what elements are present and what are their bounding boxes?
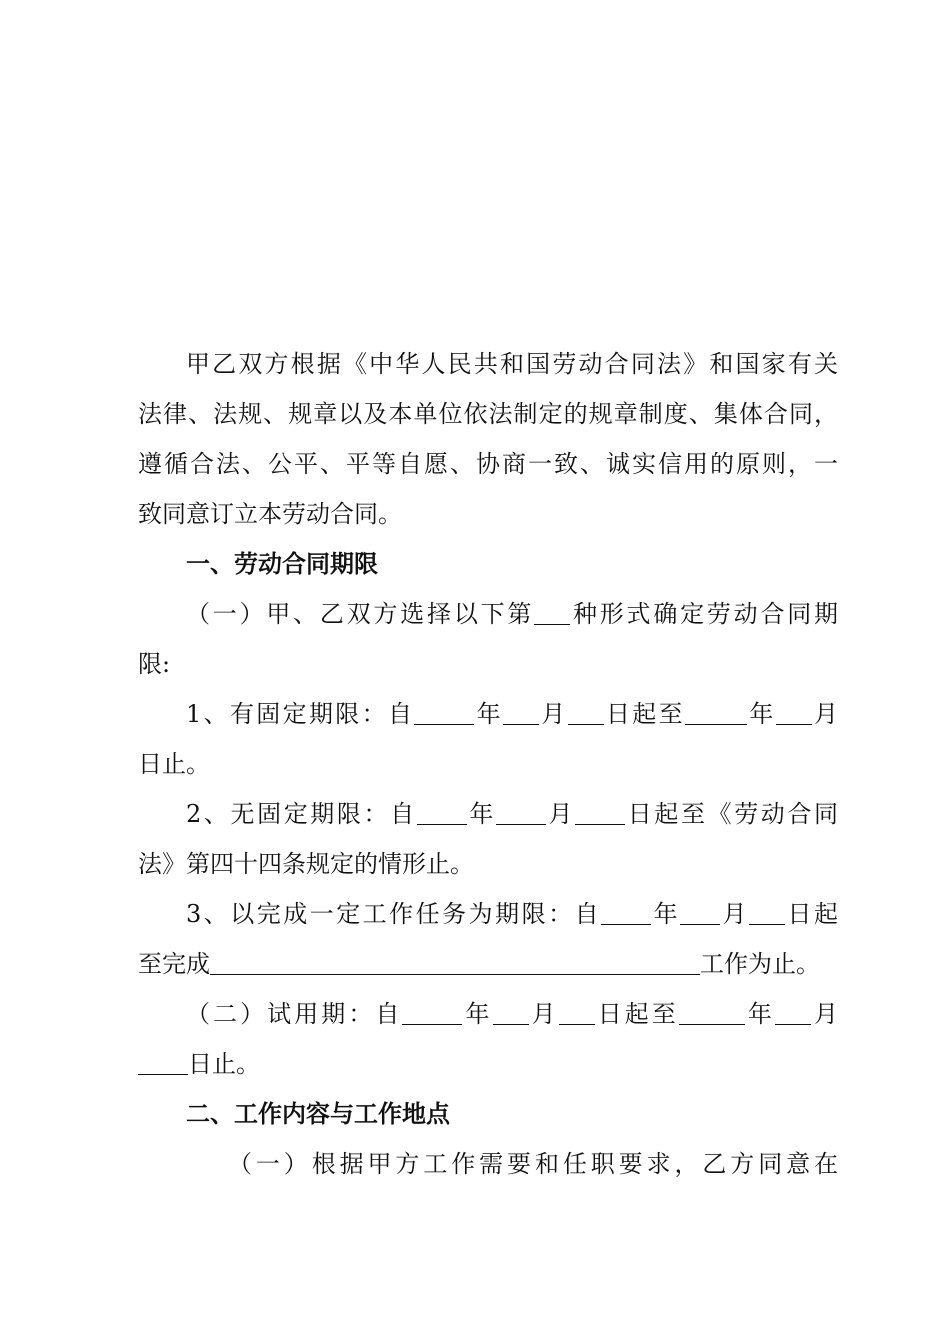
clause-1-text-b: 种形式确定劳动合同期 [570, 600, 839, 628]
clause-1-text-a: （一）甲、乙双方选择以下第 [186, 600, 535, 628]
item-2-day-from: 日起至《劳动合同 [625, 800, 839, 828]
section-1-heading: 一、劳动合同期限 [186, 550, 378, 578]
item-1-line [186, 694, 838, 734]
blank-start-day [749, 898, 785, 925]
blank-end-year [685, 698, 747, 725]
blank-start-month [496, 798, 546, 825]
section-1-clause-1 [186, 594, 838, 634]
item-1-month2: 月 [811, 700, 838, 728]
blank-task-description [210, 948, 700, 975]
item-2-year: 年 [466, 800, 496, 828]
blank-end-year [679, 998, 745, 1025]
blank-start-day [559, 998, 595, 1025]
clause-2-year2: 年 [744, 1000, 775, 1028]
blank-form-number [534, 598, 570, 625]
item-1-year: 年 [474, 700, 503, 728]
item-3-line-cont [138, 944, 838, 984]
blank-end-day [138, 1048, 188, 1075]
blank-start-year [414, 698, 474, 725]
item-3-text-b: 至完成 [138, 950, 210, 978]
blank-start-month [503, 698, 539, 725]
blank-start-year [402, 998, 462, 1025]
preamble-line-2: 法律、法规、规章以及本单位依法制定的规章制度、集体合同， [138, 400, 838, 428]
item-3-end: 工作为止。 [700, 950, 820, 978]
blank-start-month [680, 898, 720, 925]
blank-start-day [575, 798, 625, 825]
item-3-day-from: 日起 [785, 900, 839, 928]
clause-2-month: 月 [528, 1000, 559, 1028]
item-1-year2: 年 [746, 700, 776, 728]
clause-2-day-from: 日起至 [594, 1000, 679, 1028]
section-2-clause-1: （一）根据甲方工作需要和任职要求，乙方同意在 [228, 1150, 838, 1178]
item-2-month: 月 [545, 800, 576, 828]
blank-start-month [493, 998, 529, 1025]
preamble-line-1: 甲乙双方根据《中华人民共和国劳动合同法》和国家有关 [186, 350, 838, 378]
blank-start-year [417, 798, 467, 825]
item-3-line [186, 894, 838, 934]
section-1-clause-2 [186, 994, 838, 1034]
section-2-heading: 二、工作内容与工作地点 [186, 1100, 450, 1128]
preamble-line-3: 遵循合法、公平、平等自愿、协商一致、诚实信用的原则，一 [138, 450, 838, 478]
blank-start-year [601, 898, 651, 925]
section-1-clause-1-cont: 限: [138, 650, 171, 678]
item-1-label: 1、有固定期限：自 [186, 700, 415, 728]
preamble-line-4: 致同意订立本劳动合同。 [138, 500, 402, 528]
item-1-day-from: 日起至 [603, 700, 685, 728]
blank-start-day [568, 698, 604, 725]
clause-2-month2: 月 [810, 1000, 839, 1028]
clause-2-end: 日止。 [188, 1050, 260, 1078]
item-2-line-cont: 法》第四十四条规定的情形止。 [138, 850, 474, 878]
blank-end-month [775, 998, 811, 1025]
item-3-label: 3、以完成一定工作任务为期限：自 [186, 900, 602, 928]
clause-2-label: （二）试用期：自 [186, 1000, 403, 1028]
item-3-year: 年 [651, 900, 681, 928]
clause-2-year: 年 [462, 1000, 493, 1028]
item-1-month: 月 [538, 700, 568, 728]
blank-end-month [776, 698, 812, 725]
item-3-month: 月 [720, 900, 750, 928]
item-2-line [186, 794, 838, 834]
section-1-clause-2-cont [138, 1044, 838, 1084]
item-1-line-cont: 日止。 [138, 750, 210, 778]
item-2-label: 2、无固定期限：自 [186, 800, 417, 828]
